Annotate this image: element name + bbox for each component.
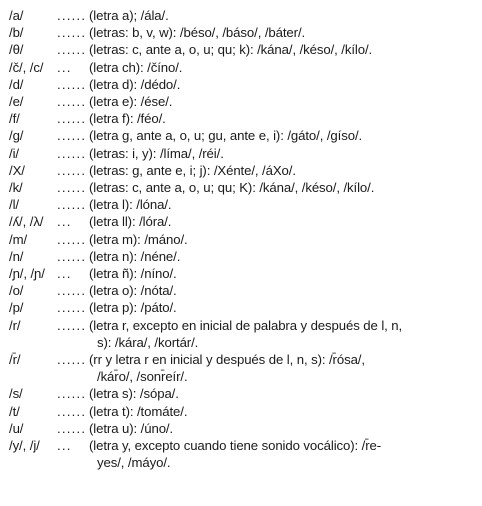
- description-line: (letra m): /máno/.: [89, 231, 188, 247]
- description-line: (letra s): /sópa/.: [89, 386, 179, 402]
- leader-dots: ......: [57, 128, 87, 144]
- leader-dots: ......: [57, 42, 87, 58]
- description-line: (letra ch): /číno/.: [89, 59, 183, 75]
- description-line: (letra u): /úno/.: [89, 420, 174, 436]
- phoneme-symbol: /i/: [9, 145, 19, 161]
- phoneme-description: [89, 76, 477, 93]
- description-line: (letra r, excepto en inicial de palabra y después de l, n,: [89, 317, 403, 333]
- phoneme-symbol: /o/: [9, 283, 24, 299]
- phoneme-symbol: /f/: [9, 111, 20, 127]
- description-line: /kár̄o/, /sonr̄eír/.: [97, 369, 188, 385]
- description-line: yes/, /máyo/.: [97, 455, 171, 471]
- phoneme-entry: [9, 213, 477, 230]
- phoneme-entry: [9, 385, 477, 402]
- phoneme-description: [89, 110, 477, 127]
- description-line: (letra a); /ála/.: [89, 8, 169, 23]
- phoneme-symbol: /r̄/: [9, 352, 21, 368]
- leader-dots: ...: [57, 214, 72, 230]
- phoneme-entry: [9, 41, 477, 58]
- phoneme-list: [9, 7, 477, 471]
- description-line: (letras: c, ante a, o, u; qu; K): /kána/, /késo/, /kílo/.: [89, 180, 375, 196]
- leader-dots: ......: [57, 248, 87, 264]
- leader-dots: ......: [57, 8, 87, 23]
- phoneme-entry: [9, 24, 477, 41]
- phoneme-description: [89, 41, 477, 58]
- description-line: (letras: g, ante e, i; j): /Xénte/, /áXo/.: [89, 162, 296, 178]
- phoneme-entry: [9, 76, 477, 93]
- phoneme-symbol: /p/: [9, 300, 24, 316]
- phoneme-description: [89, 213, 477, 230]
- phoneme-symbol: /t/: [9, 403, 20, 419]
- description-line: (letras: i, y): /líma/, /réi/.: [89, 145, 224, 161]
- phoneme-entry: [9, 231, 477, 248]
- phoneme-description: [89, 24, 477, 41]
- phoneme-entry: [9, 265, 477, 282]
- phoneme-description: [89, 299, 477, 316]
- phoneme-entry: [9, 299, 477, 316]
- phoneme-description: [89, 317, 477, 351]
- phoneme-entry: [9, 196, 477, 213]
- description-line: (letras: c, ante a, o, u; qu; k): /kána/, /késo/, /kílo/.: [89, 42, 373, 58]
- phoneme-description: [89, 7, 477, 24]
- phoneme-entry: [9, 7, 477, 24]
- leader-dots: ......: [57, 162, 87, 178]
- leader-dots: ......: [57, 420, 87, 436]
- leader-dots: ......: [57, 94, 87, 110]
- phoneme-description: [89, 145, 477, 162]
- phoneme-entry: [9, 59, 477, 76]
- leader-dots: ......: [57, 283, 87, 299]
- description-line: (letra p): /páto/.: [89, 300, 177, 316]
- leader-dots: ......: [57, 197, 87, 213]
- leader-dots: ......: [57, 403, 87, 419]
- phoneme-description: [89, 231, 477, 248]
- phoneme-symbol: /ɲ/, /ɲ/: [9, 266, 45, 282]
- description-line: (letra l): /lóna/.: [89, 197, 172, 213]
- description-line: (rr y letra r en inicial y después de l, n, s): /r̄ósa/,: [89, 352, 365, 368]
- description-line: (letra ñ): /níno/.: [89, 266, 177, 282]
- phoneme-entry: [9, 248, 477, 265]
- leader-dots: ......: [57, 180, 87, 196]
- phoneme-entry: [9, 437, 477, 471]
- leader-dots: ......: [57, 76, 87, 92]
- leader-dots: ......: [57, 231, 87, 247]
- phoneme-entry: [9, 162, 477, 179]
- leader-dots: ......: [57, 352, 87, 368]
- description-line: (letra ll): /lóra/.: [89, 214, 172, 230]
- phoneme-description: [89, 403, 477, 420]
- description-line: (letra t): /tomáte/.: [89, 403, 188, 419]
- description-line: (letra d): /dédo/.: [89, 76, 181, 92]
- phoneme-description: [89, 196, 477, 213]
- phoneme-symbol: /y/, /j/: [9, 438, 40, 454]
- description-line: (letra f): /féo/.: [89, 111, 166, 127]
- description-line: (letra e): /ése/.: [89, 94, 173, 110]
- phoneme-description: [89, 248, 477, 265]
- phoneme-entry: [9, 420, 477, 437]
- phoneme-symbol: /g/: [9, 128, 24, 144]
- phoneme-description: [89, 351, 477, 385]
- phoneme-symbol: /d/: [9, 76, 24, 92]
- phoneme-entry: [9, 282, 477, 299]
- phoneme-entry: [9, 127, 477, 144]
- phoneme-symbol: /u/: [9, 420, 24, 436]
- leader-dots: ...: [57, 266, 72, 282]
- description-line: (letra n): /néne/.: [89, 248, 181, 264]
- leader-dots: ......: [57, 111, 87, 127]
- leader-dots: ......: [57, 386, 87, 402]
- phoneme-entry: [9, 351, 477, 385]
- phoneme-entry: [9, 110, 477, 127]
- description-line: (letras: b, v, w): /béso/, /báso/, /báter/.: [89, 25, 306, 41]
- phoneme-symbol: /r/: [9, 317, 21, 333]
- phoneme-symbol: /l/: [9, 197, 19, 213]
- phoneme-description: [89, 179, 477, 196]
- description-line: (letra o): /nóta/.: [89, 283, 177, 299]
- description-line: (letra y, excepto cuando tiene sonido vocálico): /r̄e-: [89, 438, 382, 454]
- phoneme-description: [89, 437, 477, 471]
- phoneme-symbol: /a/: [9, 8, 24, 23]
- phoneme-symbol: /m/: [9, 231, 28, 247]
- description-line: (letra g, ante a, o, u; gu, ante e, i): /gáto/, /gíso/.: [89, 128, 363, 144]
- phoneme-description: [89, 385, 477, 402]
- phoneme-symbol: /X/: [9, 162, 25, 178]
- phoneme-entry: [9, 179, 477, 196]
- phoneme-symbol: /θ/: [9, 42, 24, 58]
- phoneme-description: [89, 59, 477, 76]
- phoneme-symbol: /e/: [9, 94, 24, 110]
- phoneme-symbol: /k/: [9, 180, 23, 196]
- phoneme-description: [89, 127, 477, 144]
- leader-dots: ...: [57, 438, 72, 454]
- phoneme-description: [89, 93, 477, 110]
- phoneme-entry: [9, 403, 477, 420]
- phoneme-symbol: /n/: [9, 248, 24, 264]
- phoneme-symbol: /č/, /c/: [9, 59, 44, 75]
- phoneme-entry: [9, 93, 477, 110]
- phoneme-description: [89, 162, 477, 179]
- leader-dots: ......: [57, 25, 87, 41]
- phoneme-symbol: /b/: [9, 25, 24, 41]
- leader-dots: ...: [57, 59, 72, 75]
- phoneme-description: [89, 420, 477, 437]
- leader-dots: ......: [57, 145, 87, 161]
- phoneme-entry: [9, 317, 477, 351]
- description-line: s): /kára/, /kortár/.: [97, 334, 199, 350]
- leader-dots: ......: [57, 300, 87, 316]
- phoneme-entry: [9, 145, 477, 162]
- phoneme-description: [89, 265, 477, 282]
- leader-dots: ......: [57, 317, 87, 333]
- phoneme-description: [89, 282, 477, 299]
- phoneme-symbol: /s/: [9, 386, 23, 402]
- phoneme-symbol: /ʎ/, /λ/: [9, 214, 44, 230]
